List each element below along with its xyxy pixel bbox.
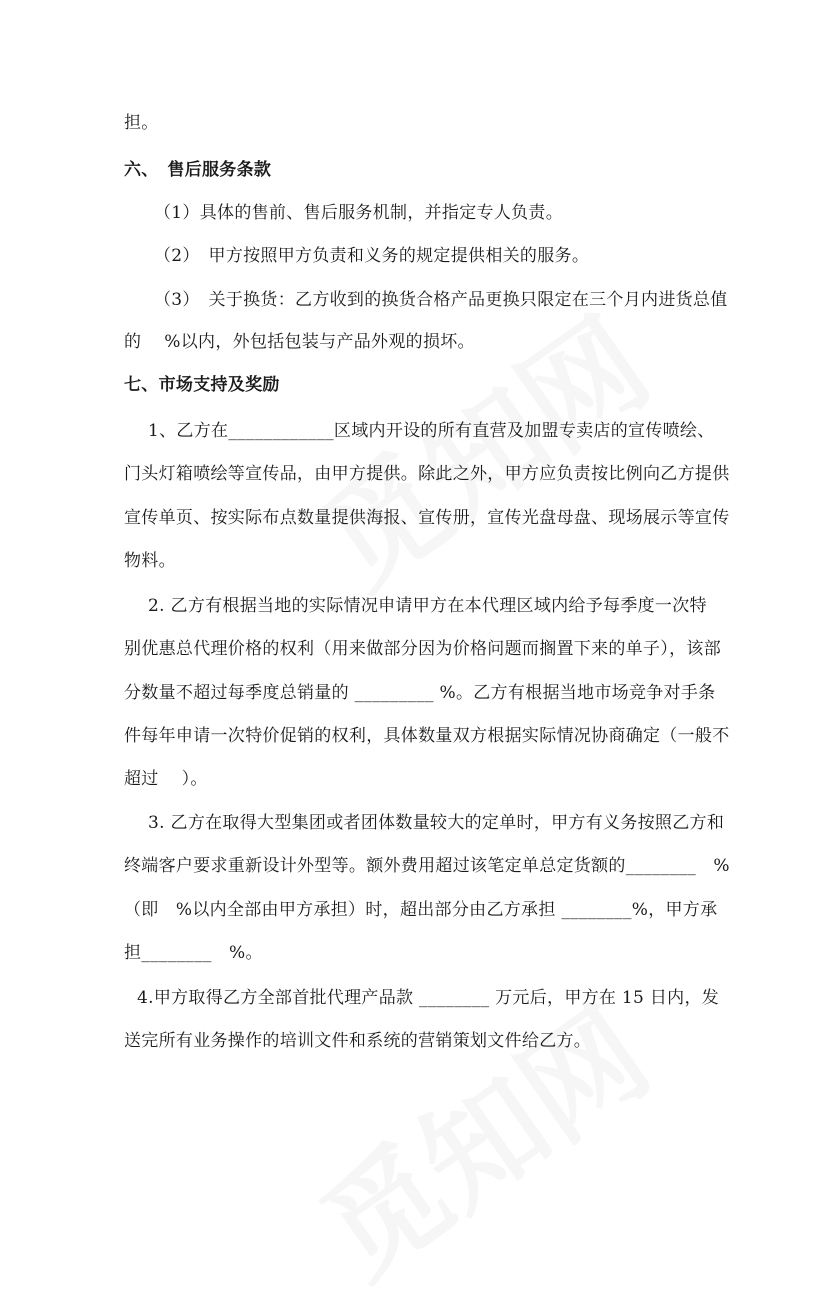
paragraph-line: 分数量不超过每季度总销量的 _________ %。乙方有根据当地市场竞争对手条 (124, 683, 716, 703)
section-heading: 七、市场支持及奖励 (124, 375, 280, 395)
list-item: （2） 甲方按照甲方负责和义务的规定提供相关的服务。 (154, 246, 590, 266)
paragraph-line: 担。 (124, 113, 159, 133)
paragraph-line: 的 %以内，外包括包装与产品外观的损坏。 (124, 332, 475, 352)
watermark (283, 272, 677, 619)
paragraph-line: 4.甲方取得乙方全部首批代理产品款 ________ 万元后，甲方在 15 日内，发 (137, 988, 720, 1008)
paragraph-line: 宣传单页、按实际布点数量提供海报、宣传册，宣传光盘母盘、现场展示等宣传 (124, 508, 730, 528)
paragraph-line: 门头灯箱喷绘等宣传品，由甲方提供。除此之外，甲方应负责按比例向乙方提供 (124, 464, 730, 484)
paragraph-line: 终端客户要求重新设计外型等。额外费用超过该笔定单总定货额的________ % (124, 856, 730, 876)
list-item: （1）具体的售前、售后服务机制，并指定专人负责。 (154, 203, 564, 223)
paragraph-line: 别优惠总代理价格的权利（用来做部分因为价格问题而搁置下来的单子），该部 (124, 639, 721, 659)
paragraph-line: 2. 乙方有根据当地的实际情况申请甲方在本代理区域内给予每季度一次特 (148, 596, 707, 616)
paragraph-line: （即 %以内全部由甲方承担）时，超出部分由乙方承担 ________%，甲方承 (124, 900, 718, 920)
paragraph-line: 件每年申请一次特价促销的权利，具体数量双方根据实际情况协商确定（一般不 (124, 726, 730, 746)
section-heading: 六、 售后服务条款 (124, 160, 272, 180)
paragraph-line: 物料。 (124, 551, 176, 571)
paragraph-line: 担________ %。 (124, 943, 263, 963)
paragraph-line: 3. 乙方在取得大型集团或者团体数量较大的定单时，甲方有义务按照乙方和 (148, 813, 725, 833)
list-item: （3） 关于换货：乙方收到的换货合格产品更换只限定在三个月内进货总值 (154, 290, 728, 310)
paragraph-line: 超过 ）。 (124, 769, 208, 789)
paragraph-line: 送完所有业务操作的培训文件和系统的营销策划文件给乙方。 (124, 1031, 592, 1051)
watermark (283, 962, 677, 1309)
paragraph-line: 1、乙方在____________区域内开设的所有直营及加盟专卖店的宣传喷绘、 (148, 421, 715, 441)
